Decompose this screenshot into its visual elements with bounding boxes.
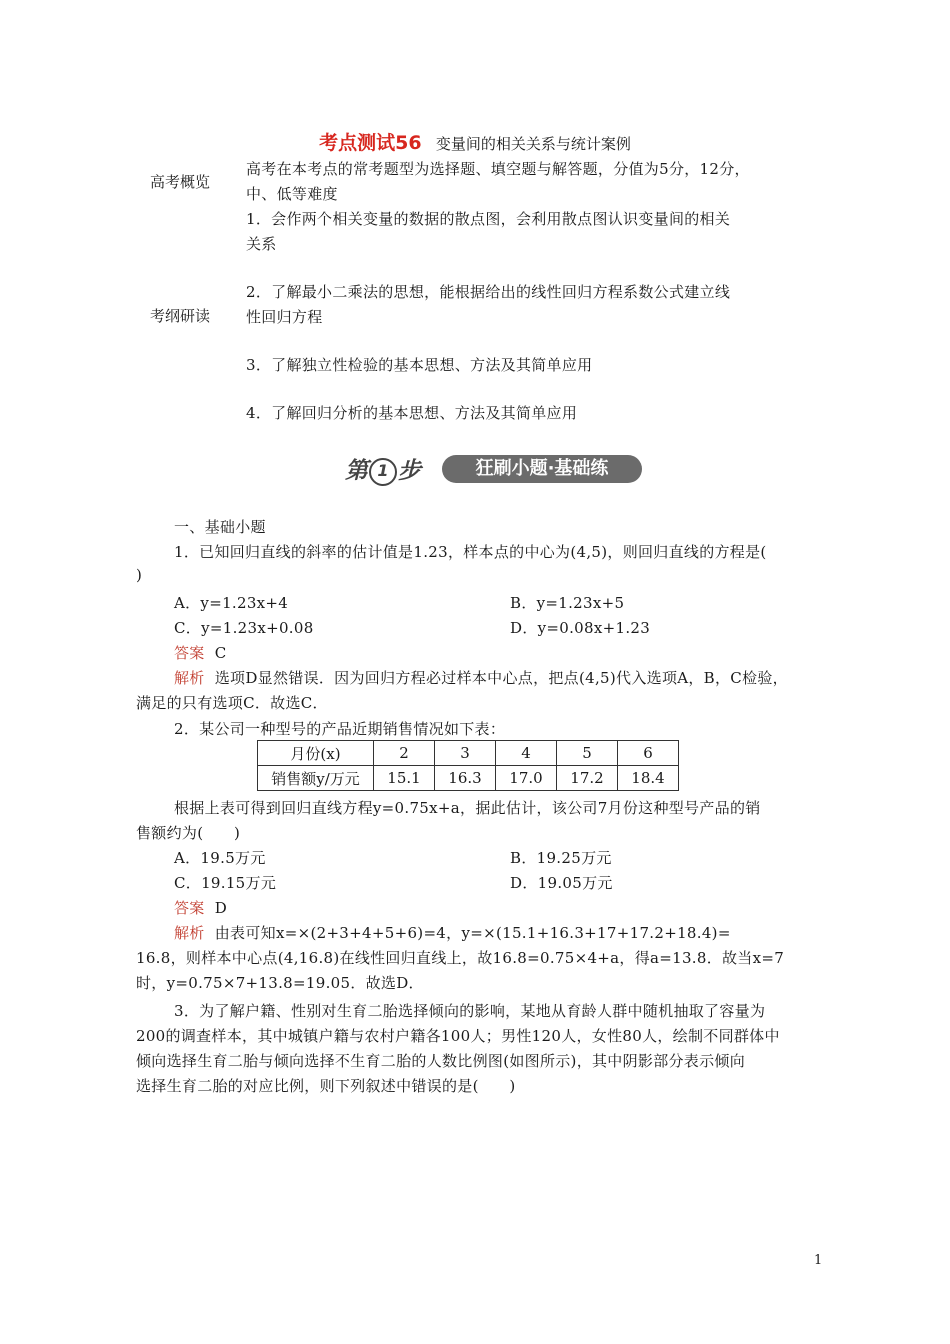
q3-line: 3．为了解户籍、性别对生育二胎选择倾向的影响，某地从育龄人群中随机抽取了容量为 bbox=[174, 1002, 766, 1020]
overview-line: 高考在本考点的常考题型为选择题、填空题与解答题，分值为5分，12分， bbox=[246, 160, 750, 178]
page-title bbox=[0, 128, 950, 155]
q2-option-d: D．19.05万元 bbox=[510, 874, 613, 892]
q1-analysis-cont: 满足的只有选项C．故选C． bbox=[136, 694, 328, 712]
answer-value: D bbox=[214, 899, 228, 917]
q2-stem: 2．某公司一种型号的产品近期销售情况如下表： bbox=[174, 720, 506, 738]
answer-label: 答案 bbox=[174, 644, 205, 662]
outline-label: 考纲研读 bbox=[150, 307, 211, 325]
answer-label: 答案 bbox=[174, 899, 205, 917]
step-number-circle: 1 bbox=[369, 458, 397, 486]
table-cell: 4 bbox=[496, 741, 557, 766]
q2-analysis-cont: 时，y=0.75×7+13.8=19.05．故选D． bbox=[136, 974, 424, 992]
q1-option-b: B．y=1.23x+5 bbox=[510, 594, 625, 612]
banner-step: 第 1 步 bbox=[345, 458, 421, 484]
title-bold: 考点测试56 bbox=[319, 132, 422, 154]
q3-line: 倾向选择生育二胎与倾向选择不生育二胎的人数比例图(如图所示)，其中阴影部分表示倾向 bbox=[136, 1052, 746, 1070]
table-header-row bbox=[258, 741, 679, 766]
overview-line: 中、低等难度 bbox=[246, 185, 338, 203]
outline-item-2-cont: 性回归方程 bbox=[246, 308, 323, 326]
q2-analysis: 解析 由表可知x=×(2+3+4+5+6)=4，y=×(15.1+16.3+17+17.2+18.4)= bbox=[174, 924, 731, 942]
title-rest: 变量间的相关关系与统计案例 bbox=[435, 135, 631, 153]
q2-after: 根据上表可得到回归直线方程y=0.75x+a，据此估计，该公司7月份这种型号产品的销 bbox=[174, 799, 761, 817]
outline-item-1-cont: 关系 bbox=[246, 235, 277, 253]
table-row bbox=[258, 766, 679, 791]
table-cell: 5 bbox=[557, 741, 618, 766]
q3-line: 选择生育二胎的对应比例，则下列叙述中错误的是( ) bbox=[136, 1077, 516, 1095]
outline-item-3: 3．了解独立性检验的基本思想、方法及其简单应用 bbox=[246, 356, 593, 374]
page-number: 1 bbox=[814, 1253, 823, 1268]
table-cell: 2 bbox=[374, 741, 435, 766]
q1-analysis: 解析 选项D显然错误．因为回归方程必过样本中心点，把点(4,5)代入选项A，B，C检验， bbox=[174, 669, 788, 687]
table-cell: 17.0 bbox=[496, 766, 557, 791]
sales-table bbox=[257, 740, 679, 791]
table-cell: 15.1 bbox=[374, 766, 435, 791]
q1-answer bbox=[174, 642, 227, 663]
banner-pill: 狂刷小题·基础练 bbox=[442, 455, 642, 483]
overview-label: 高考概览 bbox=[150, 173, 211, 191]
table-cell: 17.2 bbox=[557, 766, 618, 791]
analysis-label: 解析 bbox=[174, 924, 205, 942]
table-cell: 销售额y/万元 bbox=[258, 766, 374, 791]
q2-after-cont: 售额约为( ) bbox=[136, 824, 241, 842]
table-cell: 18.4 bbox=[618, 766, 679, 791]
q1-option-d: D．y=0.08x+1.23 bbox=[510, 619, 651, 637]
answer-value: C bbox=[214, 644, 227, 662]
q1-stem: 1．已知回归直线的斜率的估计值是1.23，样本点的中心为(4,5)，则回归直线的方程是( bbox=[174, 543, 767, 561]
table-cell: 6 bbox=[618, 741, 679, 766]
q2-option-a: A．19.5万元 bbox=[174, 849, 266, 867]
analysis-label: 解析 bbox=[174, 669, 205, 687]
table-cell: 3 bbox=[435, 741, 496, 766]
q3-line: 200的调查样本，其中城镇户籍与农村户籍各100人；男性120人，女性80人，绘制不同群体中 bbox=[136, 1027, 780, 1045]
q2-option-b: B．19.25万元 bbox=[510, 849, 612, 867]
q2-option-c: C．19.15万元 bbox=[174, 874, 277, 892]
q2-answer bbox=[174, 897, 227, 918]
q1-option-a: A．y=1.23x+4 bbox=[174, 594, 289, 612]
table-cell: 16.3 bbox=[435, 766, 496, 791]
q2-analysis-cont: 16.8，则样本中心点(4,16.8)在线性回归直线上，故16.8=0.75×4+a，得a=13.8．故当x=7 bbox=[136, 949, 785, 967]
table-cell: 月份(x) bbox=[258, 741, 374, 766]
section-heading: 一、基础小题 bbox=[174, 518, 266, 536]
q1-option-c: C．y=1.23x+0.08 bbox=[174, 619, 314, 637]
outline-item-2: 2．了解最小二乘法的思想，能根据给出的线性回归方程系数公式建立线 bbox=[246, 283, 731, 301]
outline-item-1: 1．会作两个相关变量的数据的散点图，会利用散点图认识变量间的相关 bbox=[246, 210, 731, 228]
outline-item-4: 4．了解回归分析的基本思想、方法及其简单应用 bbox=[246, 404, 578, 422]
q1-stem-cont: ) bbox=[136, 566, 143, 584]
